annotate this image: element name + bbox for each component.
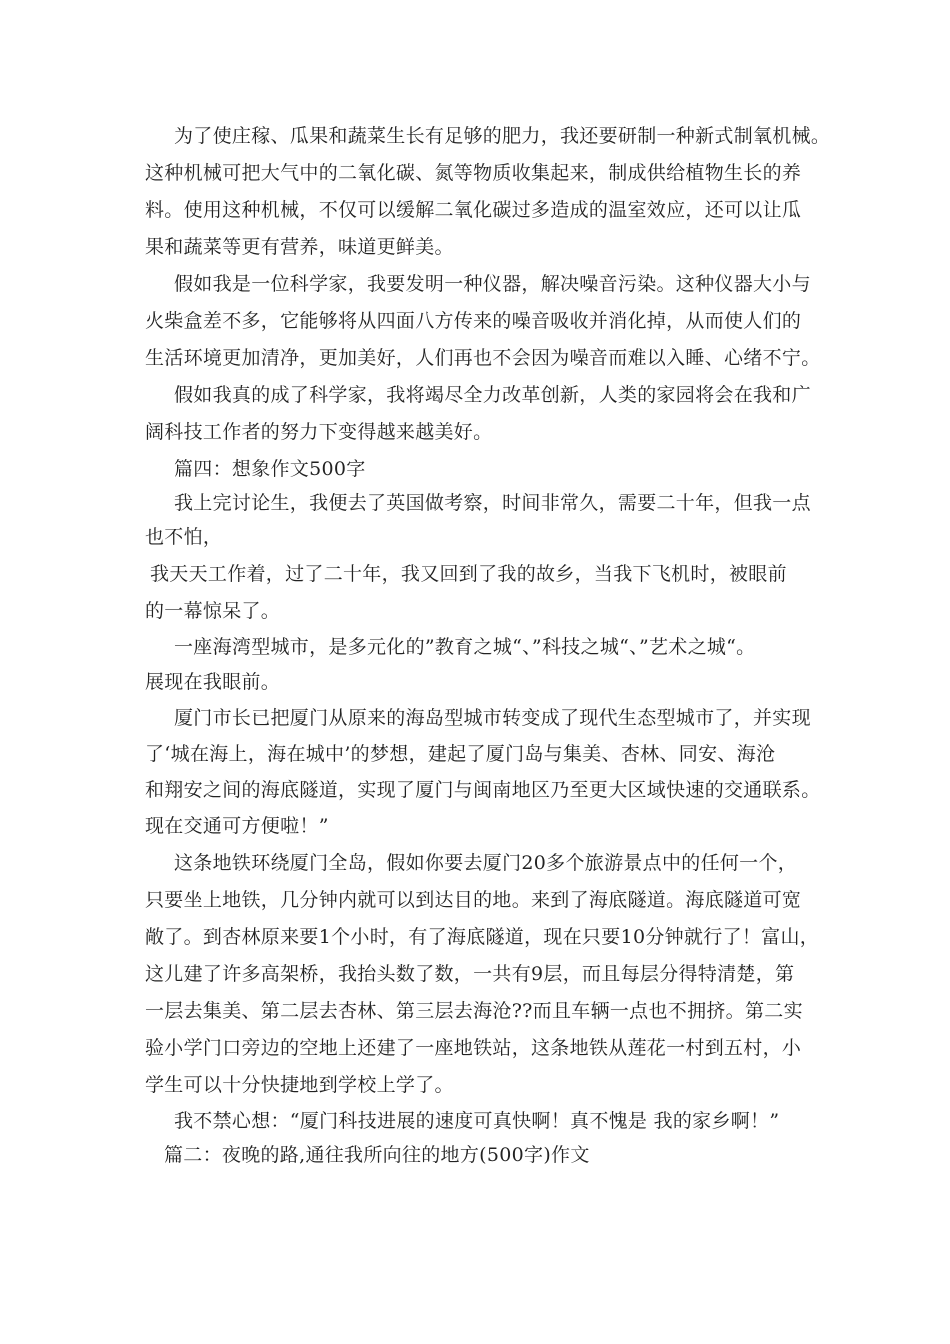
text-line: 和翔安之间的海底隧道，实现了厦门与闽南地区乃至更大区域快速的交通联系。 [145,779,821,801]
text-line: 展现在我眼前。 [145,671,281,693]
text-line: 这儿建了许多高架桥，我抬头数了数，一共有9层，而且每层分得特清楚，第 [145,963,795,985]
text-line: 的一幕惊呆了。 [145,600,281,622]
text-line: 了‘城在海上，海在城中’的梦想，建起了厦门岛与集美、杏林、同安、海沧 [145,743,776,765]
text-line: 这种机械可把大气中的二氧化碳、氮等物质收集起来，制成供给植物生长的养 [145,162,802,184]
text-line: 果和蔬菜等更有营养，味道更鲜美。 [145,236,454,258]
text-line: 为了使庄稼、瓜果和蔬菜生长有足够的肥力，我还要研制一种新式制氧机械。 [174,125,831,147]
text-line: 现在交通可方便啦！” [145,815,329,837]
text-line: 只要坐上地铁，几分钟内就可以到达目的地。来到了海底隧道。海底隧道可宽 [145,889,802,911]
text-line: 也不怕， [145,526,223,548]
section-heading: 篇二：夜晚的路,通往我所向往的地方(500字)作文 [164,1144,590,1166]
text-line: 生活环境更加清净，更加美好，人们再也不会因为噪音而难以入睡、心绪不宁。 [145,347,821,369]
text-line: 厦门市长已把厦门从原来的海岛型城市转变成了现代生态型城市了，并实现 [174,707,811,729]
section-heading: 篇四：想象作文500字 [174,458,366,480]
text-line: 假如我是一位科学家，我要发明一种仪器，解决噪音污染。这种仪器大小与 [174,273,811,295]
text-line: 一层去集美、第二层去杏林、第三层去海沧??而且车辆一点也不拥挤。第二实 [145,1000,803,1022]
text-line: 敞了。到杏林原来要1个小时，有了海底隧道，现在只要10分钟就行了！富山， [145,926,820,948]
text-line: 假如我真的成了科学家，我将竭尽全力改革创新，人类的家园将会在我和广 [174,384,811,406]
text-line: 一座海湾型城市，是多元化的”教育之城“、”科技之城“、”艺术之城“。 [174,636,756,658]
text-line: 火柴盒差不多，它能够将从四面八方传来的噪音吸收并消化掉，从而使人们的 [145,310,802,332]
text-line: 我不禁心想：“厦门科技进展的速度可真快啊！真不愧是 我的家乡啊！” [174,1110,780,1132]
text-line: 验小学门口旁边的空地上还建了一座地铁站，这条地铁从莲花一村到五村，小 [145,1037,802,1059]
text-line: 我上完讨论生，我便去了英国做考察，时间非常久，需要二十年，但我一点 [174,492,811,514]
text-line: 学生可以十分快捷地到学校上学了。 [145,1074,454,1096]
text-line: 这条地铁环绕厦门全岛，假如你要去厦门20多个旅游景点中的任何一个， [174,852,798,874]
text-line: 阔科技工作者的努力下变得越来越美好。 [145,421,493,443]
text-line: 料。使用这种机械，不仅可以缓解二氧化碳过多造成的温室效应，还可以让瓜 [145,199,802,221]
text-line: 我天天工作着，过了二十年，我又回到了我的故乡，当我下飞机时，被眼前 [150,563,787,585]
